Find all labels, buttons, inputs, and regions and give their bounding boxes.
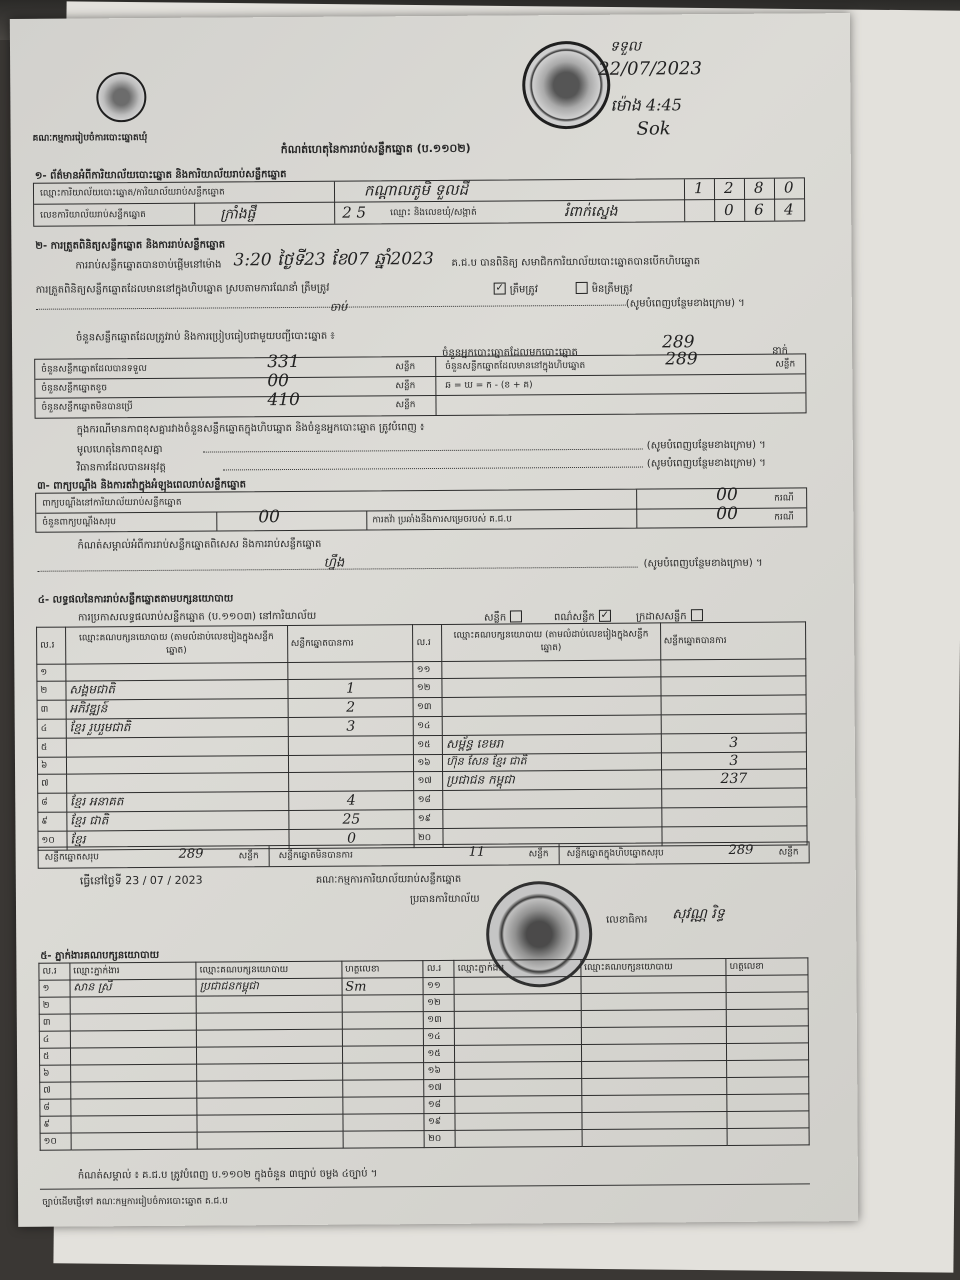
agents-col-no-left: ល.រ bbox=[39, 963, 70, 980]
agents-col-party-left: ឈ្មោះគណបក្សនយោបាយ bbox=[196, 961, 342, 979]
code1-digit-4: 0 bbox=[783, 178, 794, 197]
unused-value: 410 bbox=[267, 389, 300, 411]
table-row: ៦ ១៦ bbox=[40, 1060, 809, 1082]
stamp-date: 22/07/2023 bbox=[598, 58, 702, 80]
total-mid-label: សន្លឹកឆ្នោតមិនបានការ bbox=[278, 850, 353, 862]
section2-line2: ការត្រួតពិនិត្យសន្លឹកឆ្នោតដែលមាននៅក្នុងហិបឆ្នោត ស្របតាមការណែនាំ ត្រឹមត្រូវ bbox=[35, 282, 330, 296]
section1-row2-number: 2 5 bbox=[342, 203, 367, 222]
section2-line1-pre: ការរាប់សន្លឹកឆ្នោតបានចាប់ផ្តើមនៅម៉ោង bbox=[75, 259, 222, 272]
option-sheet-label: សន្លឹក bbox=[483, 612, 507, 624]
agents-col-name-right: ឈ្មោះភ្នាក់ងារ bbox=[454, 959, 581, 977]
ballots-in-box-label: ចំនួនសន្លឹកឆ្នោតដែលមាននៅក្នុងហិបឆ្នោត bbox=[445, 360, 586, 372]
section3-note-line: កំណត់សម្គាល់អំពីការរាប់សន្លឹកឆ្នោតពិសេស និងការរាប់សន្លឹកឆ្នោត bbox=[77, 538, 322, 552]
signing-date: ធ្វើនៅថ្ងៃទី 23 / 07 / 2023 bbox=[79, 873, 203, 888]
complaints-value: 00 bbox=[716, 484, 738, 506]
empty-box-icon bbox=[691, 609, 703, 621]
reason2-line bbox=[223, 467, 643, 471]
table-row: ៤ ១៤ bbox=[39, 1026, 808, 1048]
table-row: ៥ ១៥ bbox=[39, 1043, 808, 1065]
check-valid-label: ត្រឹមត្រូវ bbox=[509, 284, 538, 296]
section4-heading: ៤- លទ្ធផលនៃការរាប់សន្លឹកឆ្នោតតាមបក្សនយោបាយ bbox=[37, 593, 234, 606]
form-title: កំណត់ហេតុនៃការរាប់សន្លឹកឆ្នោត (ប.១១០២) bbox=[280, 141, 471, 157]
table-row: ៩ ១៩ bbox=[40, 1111, 809, 1133]
spoiled-value: 00 bbox=[267, 371, 290, 392]
received-unit: សន្លឹក bbox=[395, 362, 416, 373]
option-color-label: ពណ៌សន្លឹក bbox=[553, 611, 595, 624]
total-left-label: សន្លឹកឆ្នោតសរុប bbox=[44, 852, 99, 863]
objections-label: ការតវ៉ា ប្រឆាំងនឹងការសម្រេចរបស់ គ.ជ.ប bbox=[372, 514, 512, 526]
table-row: ៥ ១៥ សម្ព័ន្ធ ខេមរា 3 bbox=[37, 733, 806, 757]
table-row: ១០ ខ្មែរ 0 ២០ bbox=[38, 826, 807, 850]
total-mid-unit: សន្លឹក bbox=[528, 849, 549, 860]
empty-box-icon bbox=[576, 281, 588, 293]
section1-row2-handwriting: ក្រាំងផ្ចឹ bbox=[220, 206, 256, 223]
code2-digit-1: 0 bbox=[724, 200, 734, 219]
footer-note: កំណត់សម្គាល់ ៖ គ.ជ.ប ត្រូវបំពេញ ប.១១០២ ក្នុងចំនួន ៣ច្បាប់ ចម្លង ៤ច្បាប់ ។ bbox=[77, 1168, 378, 1182]
table-row: ៩ ខ្មែរ ជាតិ 25 ១៩ bbox=[38, 807, 807, 831]
ballots-in-box-unit: សន្លឹក bbox=[775, 359, 796, 370]
table-row: ២ ១២ bbox=[39, 992, 808, 1014]
section1-row2-value2: រំពាក់ស្នេង bbox=[564, 203, 618, 221]
table-row: ១ ១១ bbox=[37, 659, 806, 681]
empty-box-icon bbox=[510, 610, 522, 622]
secretary-signature: សុវណ្ណ រិទ្ធ bbox=[672, 905, 725, 923]
received-stamp-seal bbox=[522, 41, 611, 130]
section3-heading: ៣- ពាក្យបណ្តឹង និងការតវ៉ាក្នុងអំឡុងពេលរាប់សន្លឹកឆ្នោត bbox=[37, 479, 247, 492]
code2-digit-2: 6 bbox=[754, 200, 764, 219]
complaints-unit: ករណី bbox=[774, 493, 794, 504]
formula: ឆ = ឃ = ក - (ខ + គ) bbox=[445, 380, 533, 391]
nec-emblem-logo bbox=[96, 72, 146, 122]
col-votes-right: សន្លឹកឆ្នោតបានការ bbox=[660, 622, 806, 660]
section2-line1-post: គ.ជ.ប បានពិនិត្យ សមាជិកការិយាល័យបោះឆ្នោតបានបើកហិបឆ្នោត bbox=[451, 256, 701, 269]
total-complaints-label: ចំនួនពាក្យបណ្តឹងសរុប bbox=[42, 517, 117, 528]
unused-unit: សន្លឹក bbox=[395, 400, 416, 411]
stamp-received-label: ទទួល bbox=[609, 38, 642, 55]
objections-unit: ករណី bbox=[774, 512, 794, 523]
table-row: ៧ ១៧ ប្រជាជន កម្ពុជា 237 bbox=[38, 769, 807, 793]
results-table bbox=[36, 621, 808, 850]
section2-reason1: មូលហេតុនៃភាពខុសគ្នា bbox=[76, 443, 163, 456]
footer-bottom: ច្បាប់ដើមផ្ញើទៅ គណៈកម្មការរៀបចំការបោះឆ្នោត គ.ជ.ប bbox=[42, 1196, 228, 1208]
table-row: ៦ ១៦ ហ៊ុន សែន ខ្មែរ ជាតិ 3 bbox=[37, 752, 806, 774]
table-row: ៧ ១៧ bbox=[40, 1077, 809, 1099]
table-row: ៣ ១៣ bbox=[39, 1009, 808, 1031]
section1-heading: ១- ព័ត៌មានអំពីការិយាល័យបោះឆ្នោត និងការិយាល័យរាប់សន្លឹកឆ្នោត bbox=[34, 169, 287, 182]
code1-digit-3: 8 bbox=[753, 178, 764, 197]
section1-row1-value: កណ្តាលភូមិ ទួលដី bbox=[363, 180, 469, 200]
code1-digit-1: 1 bbox=[693, 179, 704, 198]
table-row: ៨ ខ្មែរ អនាគត 4 ១៨ bbox=[38, 788, 807, 812]
total-right-label: សន្លឹកឆ្នោតក្នុងហិបឆ្នោតសរុប bbox=[566, 848, 664, 860]
agents-col-name-left: ឈ្មោះភ្នាក់ងារ bbox=[70, 962, 197, 980]
section4-line: ការប្រកាសលទ្ធផលរាប់សន្លឹកឆ្នោត (ប.១១០៣) នៅការិយាល័យ bbox=[77, 610, 317, 624]
check-invalid-label: មិនត្រឹមត្រូវ bbox=[591, 283, 633, 295]
code2-digit-3: 4 bbox=[784, 200, 794, 219]
section1-row2-label: លេខការិយាល័យរាប់សន្លឹកឆ្នោត bbox=[40, 210, 146, 221]
results-totals-row bbox=[38, 841, 810, 868]
section2-heading: ២- ការត្រួតពិនិត្យសន្លឹកឆ្នោត និងការរាប់សន្លឹកឆ្នោត bbox=[35, 239, 226, 252]
total-right-unit: សន្លឹក bbox=[778, 847, 799, 858]
chair-label: ប្រធានការិយាល័យ bbox=[409, 893, 480, 906]
total-left-unit: សន្លឹក bbox=[238, 851, 259, 862]
section3-handwriting: ហ្នឹង bbox=[323, 555, 345, 571]
col-party-left: ឈ្មោះគណបក្សនយោបាយ (តាមលំដាប់លេខរៀងក្នុងសន្លឹកឆ្នោត) bbox=[65, 626, 287, 665]
table-row: ១ សាន ស្រី ប្រជាជនកម្ពុជា Sm ១១ bbox=[39, 975, 808, 997]
section1-table bbox=[33, 177, 805, 226]
footer-divider bbox=[40, 1183, 810, 1189]
section2-counts-heading: ចំនួនសន្លឹកឆ្នោតដែលត្រូវរាប់ និងការប្រៀបធៀបជាមួយបញ្ជីបោះឆ្នោត ៖ bbox=[75, 330, 335, 344]
col-votes-left: សន្លឹកឆ្នោតបានការ bbox=[287, 625, 413, 663]
check-valid[interactable] bbox=[490, 277, 538, 297]
section3-note-label: (សូមបំពេញបន្ថែមខាងក្រោម) ។ bbox=[643, 557, 763, 570]
agents-col-sign-left: ហត្ថលេខា bbox=[342, 961, 424, 979]
section2-reason1-note: (សូមបំពេញបន្ថែមខាងក្រោម) ។ bbox=[646, 439, 766, 452]
col-party-right: ឈ្មោះគណបក្សនយោបាយ (តាមលំដាប់លេខរៀងក្នុងសន្លឹកឆ្នោត) bbox=[442, 623, 661, 662]
signing-committee: គណៈកម្មការការិយាល័យរាប់សន្លឹកឆ្នោត bbox=[315, 873, 462, 886]
section5-heading: ៥- ភ្នាក់ងារគណបក្សនយោបាយ bbox=[40, 949, 160, 962]
total-left-value: 289 bbox=[178, 846, 204, 862]
unused-label: ចំនួនសន្លឹកឆ្នោតមិនបានប្រើ bbox=[41, 402, 133, 413]
ballots-in-box-value: 289 bbox=[665, 349, 698, 370]
spoiled-label: ចំនួនសន្លឹកឆ្នោតខូច bbox=[41, 383, 108, 394]
received-value: 331 bbox=[267, 351, 300, 373]
total-complaints-value: 00 bbox=[258, 507, 280, 528]
section2-reason2: វិធានការដែលបានអនុវត្ត bbox=[76, 461, 166, 474]
agents-col-sign-right: ហត្ថលេខា bbox=[726, 958, 808, 976]
table-row: ៣ អភិវឌ្ឍន៍ 2 ១៣ bbox=[37, 695, 806, 719]
total-right-value: 289 bbox=[728, 842, 754, 858]
agents-col-party-right: ឈ្មោះគណបក្សនយោបាយ bbox=[581, 958, 727, 976]
section1-row1-label: ឈ្មោះការិយាល័យបោះឆ្នោត/ការិយាល័យរាប់សន្លឹកឆ្នោត bbox=[39, 187, 225, 199]
voters-value: 289 bbox=[661, 332, 695, 353]
section1-row2-label2: ឈ្មោះ និងលេខឃុំ/សង្កាត់ bbox=[390, 207, 477, 219]
total-mid-value: 11 bbox=[468, 844, 486, 860]
section2-dot-handwriting: ចាប់ bbox=[329, 300, 348, 314]
complaints-label: ពាក្យបណ្តឹងនៅការិយាល័យរាប់សន្លឹកឆ្នោត bbox=[42, 497, 182, 509]
org-title: គណៈកម្មការរៀបចំការបោះឆ្នោតឃុំ bbox=[32, 132, 148, 144]
table-row: ៤ ខ្មែរ រួបរួមជាតិ 3 ១៤ bbox=[37, 714, 806, 738]
option-paper-label: ក្រដាសសន្លឹក bbox=[635, 611, 687, 623]
spoiled-unit: សន្លឹក bbox=[395, 381, 416, 392]
table-row: ៨ ១៨ bbox=[40, 1094, 809, 1116]
stamp-signature: Sok bbox=[636, 118, 671, 140]
stamp-time: ម៉ោង 4:45 bbox=[610, 95, 682, 115]
agents-table bbox=[38, 957, 809, 1150]
code1-digit-2: 2 bbox=[723, 178, 734, 197]
col-no-right: ល.រ bbox=[413, 624, 442, 661]
objections-value: 00 bbox=[716, 503, 738, 525]
table-row: ១០ ២០ bbox=[40, 1128, 809, 1150]
checked-box-icon: ✓ bbox=[600, 609, 609, 621]
check-invalid[interactable] bbox=[572, 277, 633, 297]
col-no-left: ល.រ bbox=[37, 627, 66, 664]
section2-start-time: 3:20 ថ្ងៃទី23 ខែ07 ឆ្នាំ2023 bbox=[233, 248, 434, 271]
section2-reason2-note: (សូមបំពេញបន្ថែមខាងក្រោម) ។ bbox=[646, 457, 766, 470]
table-row: ២ សង្គមជាតិ 1 ១២ bbox=[37, 676, 806, 700]
reason1-line bbox=[203, 449, 643, 453]
secretary-label: លេខាធិការ bbox=[606, 914, 648, 926]
checked-box-icon: ✓ bbox=[495, 282, 504, 294]
received-label: ចំនួនសន្លឹកឆ្នោតដែលបានទទួល bbox=[41, 363, 147, 375]
section2-diff-line: ក្នុងករណីមានភាពខុសគ្នារវាងចំនួនសន្លឹកឆ្នោតក្នុងហិបឆ្នោត និងចំនួនអ្នកបោះឆ្នោត ត្រូវបំពេញ ៖ bbox=[76, 422, 425, 436]
voters-unit: នាក់ bbox=[772, 345, 789, 357]
election-form-page bbox=[10, 13, 858, 1227]
voters-label: ចំនួនអ្នកបោះឆ្នោតដែលមកបោះឆ្នោត bbox=[442, 346, 578, 359]
agents-col-no-right: ល.រ bbox=[423, 960, 454, 977]
section2-note-label: (សូមបំពេញបន្ថែមខាងក្រោម) ។ bbox=[625, 297, 745, 310]
